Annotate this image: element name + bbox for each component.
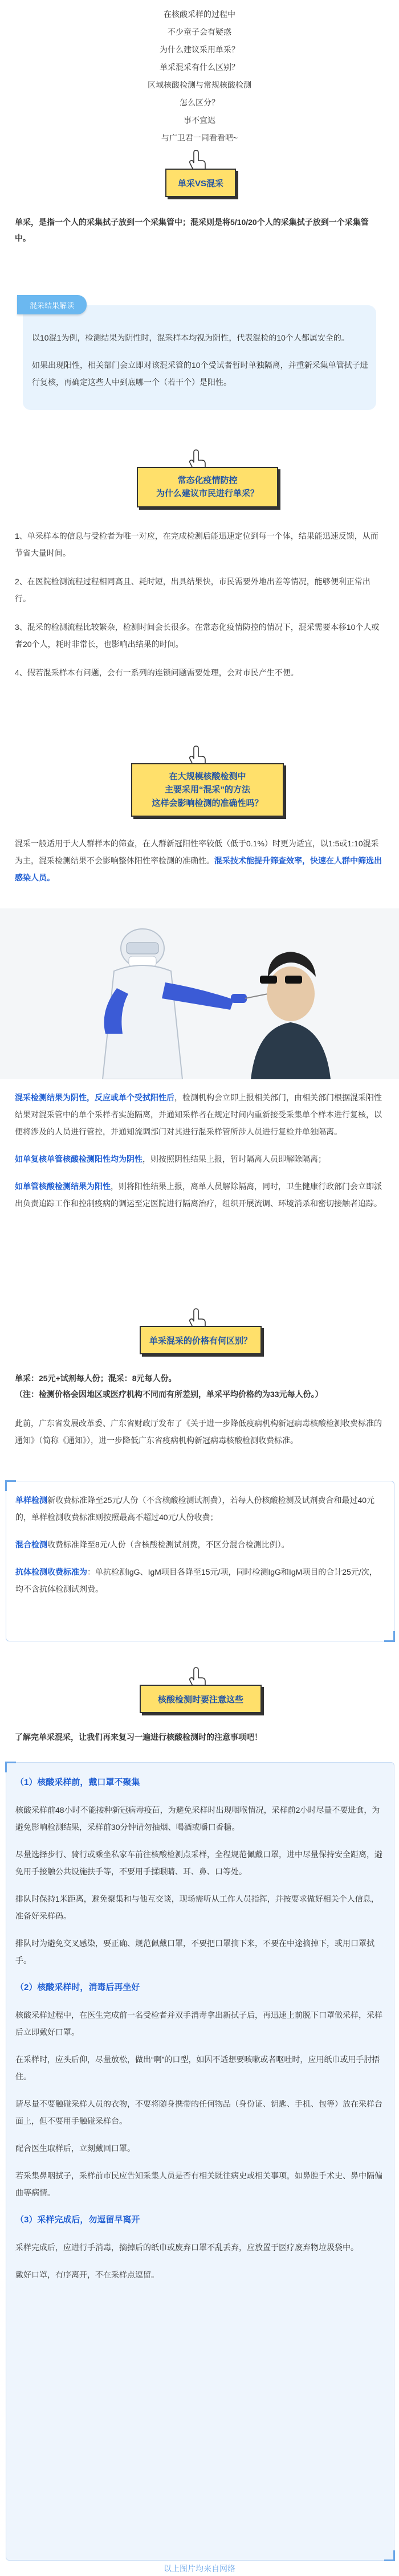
section-title-single-vs-mixed: 单采VS混采 <box>165 169 236 197</box>
intro-lines <box>0 0 399 147</box>
precaution-text: 戴好口罩，有序离开，不在采样点逗留。 <box>15 2270 159 2279</box>
section-title-why-single <box>137 467 278 507</box>
precaution-text: 尽量选择步行、骑行或乘坐私家车前往核酸检测点采样，全程规范佩戴口罩，进中尽量保持安全距离，避免用手接触公共设施扶手等，不要用手揉眼睛、耳、鼻、口等处。 <box>15 1850 382 1876</box>
precaution-heading-before: （1）核酸采样前，戴口罩不聚集 <box>15 1778 140 1787</box>
intro-line: 单采混采有什么区别？ <box>160 63 239 72</box>
section2-paragraph: 1、单采样本的信息与受检者为唯一对应，在完成检测后能迅速定位到每一个体，结果能迅速反馈，从而节省大量时间。 <box>15 531 378 558</box>
precautions-box <box>6 1762 394 2561</box>
antibody-test-label: 抗体检测收费标准为 <box>15 1567 87 1576</box>
price-detail-content <box>15 1492 385 1608</box>
section-title-precautions: 核酸检测时要注意这些 <box>140 1685 262 1713</box>
single-test-label: 单样检测 <box>15 1496 47 1505</box>
single-test-price <box>15 1492 385 1526</box>
mixed-test-label: 混合检测 <box>15 1540 47 1549</box>
corner-decoration <box>5 1762 16 1772</box>
antibody-test-price <box>15 1563 385 1598</box>
section2-paragraph: 3、混采的检测流程比较繁杂，检测时间会长很多。在常态化疫情防控的情况下，混采需要本移10个人或者20个人，耗时非常长，也影响出结果的时间。 <box>15 623 380 649</box>
price-summary <box>15 1370 384 1402</box>
section3-p4-normal: ，则将阳性结果上报，离单人员解除隔离，同时，卫生健康行政部门会立即派出负责追踪工作和控制疫病的调运至定医院进行隔离治疗，组织开展流调、环境消杀和密切接触者追踪。 <box>15 1182 382 1208</box>
intro-line: 为什么建议采用单采？ <box>160 45 239 54</box>
definition-text: 单采，是指一个人的采集拭子放到一个采集管中；混采则是将5/10/20个人的采集拭子放到一个采集管中。 <box>15 218 369 243</box>
section3-p3-highlight: 如单复核单管核酸检测阳性均为阴性 <box>15 1154 142 1164</box>
section3-p1-highlight: 混采技术能提升筛查效率，快速在人群中筛选出感染人员。 <box>15 856 382 882</box>
mixed-test-price <box>15 1536 385 1553</box>
price-line: 单采：25元+试剂每人份；混采：8元每人份。 <box>15 1374 177 1383</box>
section3-body <box>15 1089 384 1222</box>
expert-paragraph-2: 如果出现阳性，相关部门会立即对该混采管的10个受试者暂时单独隔离，并重新采集单管拭子进行复核，再确定这些人中到底哪一个（若干个）是阳性。 <box>32 361 368 387</box>
expert-content <box>32 329 368 401</box>
section3-p2-highlight: 混采检测结果为阴性，反应或单个受拭阳性后 <box>15 1093 174 1102</box>
section2-title-line1: 常态化疫情防控 <box>177 476 238 485</box>
section3-p4-highlight: 如单管核酸检测结果为阳性 <box>15 1182 111 1191</box>
section3-p4 <box>15 1178 384 1212</box>
section2-paragraph: 2、在医院检测流程过程相同高且、耗时短，出具结果快，市民需要外地出差等情况，能够便利正常出行。 <box>15 577 370 603</box>
intro-line: 怎么区分？ <box>180 98 219 107</box>
corner-decoration <box>384 1631 395 1642</box>
image-source-footer: 以上图片均来自网络 <box>164 2564 235 2573</box>
precaution-text: 排队时保持1米距离，避免聚集和与他互交谈，现场需听从工作人员指挥，并按要求做好相关个人信息，准备好采样码。 <box>15 1894 379 1920</box>
section-title-price: 单采混采的价格有何区别？ <box>140 1326 262 1354</box>
intro-line: 事不宜迟 <box>184 116 215 125</box>
corner-decoration <box>384 2550 395 2561</box>
price-note: （注：检测价格会因地区或医疗机构不同而有所差别，单采平均价格约为33元每人份。） <box>15 1390 323 1399</box>
precautions-content <box>15 1774 385 2294</box>
expert-label: 混采结果解读 <box>17 295 87 314</box>
policy-paragraph: 此前，广东省发展改革委、广东省财政厅发布了《关于进一步降低疫病机构新冠病毒核酸检测收费标准的通知》（简称《通知》），进一步降低广东省疫病机构新冠病毒核酸检测收费标准。 <box>15 1419 382 1445</box>
section3-intro <box>15 835 384 886</box>
precaution-heading-during: （2）核酸采样时，消毒后再坐好 <box>15 1983 140 1992</box>
section3-p1-normal: 混采一般适用于大人群样本的筛查，在人群新冠阳性率较低（低于0.1%）时更为适宜，以1:5或1:10混采为主，混采检测结果不会影响整体阳性率检测的准确性。 <box>15 839 379 865</box>
section3-p3-normal: ，则按照阴性结果上报，暂时隔离人员即解除隔离； <box>142 1154 326 1164</box>
section3-p2 <box>15 1089 384 1140</box>
section2-paragraphs <box>15 527 384 693</box>
intro-line: 不少童子会有疑惑 <box>168 27 231 36</box>
section3-title-line1: 在大规模核酸检测中 <box>169 772 246 781</box>
precautions-intro: 了解完单采混采，让我们再来复习一遍进行核酸检测时的注意事项吧！ <box>15 1733 262 1742</box>
corner-decoration <box>5 1480 16 1491</box>
section3-p2-normal: ，检测机构会立即上报相关部门，由相关部门根据混采阳性结果对混采管中的单个采样者实施隔离，并通知采样者在规定时间内重新接受采集单个样本进行复核，以便将涉及的人员进行管控，并通知流调部门对其进行混采样管所涉人员进行复检并单独隔离。 <box>15 1093 382 1136</box>
mixed-test-text: 收费标准降至8元/人份（含核酸检测试剂费，不区分混合检测比例）。 <box>47 1540 290 1549</box>
section3-p3 <box>15 1150 384 1168</box>
intro-line: 区域核酸检测与常规核酸检测 <box>148 80 251 89</box>
precaution-text: 排队时为避免交叉感染，要正确、规范佩戴口罩，不要把口罩摘下来，不要在中途摘掉下，或用口罩拭手。 <box>15 1939 374 1965</box>
section2-title-line2: 为什么建议市民进行单采？ <box>156 489 259 499</box>
single-test-text: 新收费标准降至25元/人份（不含核酸检测试剂费），若每人份核酸检测及试剂费合和最过40元的，单样检测收费标准则按照最高不超过40元/人份收费； <box>15 1496 375 1522</box>
price-detail-box <box>6 1481 394 1641</box>
section3-title-line2: 主要采用“混采”的方法 <box>164 785 250 795</box>
intro-line: 与广卫君一同看看吧~ <box>161 133 238 142</box>
section3-title-line3: 这样会影响检测的准确性吗？ <box>152 798 263 808</box>
precaution-text: 请尽量不要触碰采样人员的衣物，不要将随身携带的任何物品（身份证、钥匙、手机、包等）放在采样台面上，但不要用手触碰采样台。 <box>15 2099 382 2125</box>
expert-paragraph-1: 以10混1为例，检测结果为阴性时，混采样本均视为阴性，代表混检的10个人都属安全的。 <box>32 333 349 342</box>
antibody-test-text: ：单抗检测IgG、IgM项目各降至15元/项，同时检测IgG和IgM项目的合计25元/次，均不含抗体检测试剂费。 <box>15 1567 377 1594</box>
section-title-mixed-accuracy <box>131 763 284 817</box>
precaution-heading-after: （3）采样完成后，勿逗留早离开 <box>15 2215 140 2225</box>
intro-line: 在核酸采样的过程中 <box>164 10 235 19</box>
precaution-text: 核酸采样前48小时不能接种新冠病毒疫苗，为避免采样时出现咽喉情况，采样前2小时尽量不要进食，为避免影响检测结果，采样前30分钟请勿抽烟、喝酒或嚼口香糖。 <box>15 1805 380 1832</box>
precaution-text: 核酸采样过程中，在医生完成前一名受检者并双手消毒拿出新拭子后，再迅速上前脱下口罩做采样，采样后立即戴好口罩。 <box>15 2010 382 2037</box>
precaution-text: 配合医生取样后，立刻戴回口罩。 <box>15 2144 135 2153</box>
section2-paragraph: 4、假若混采样本有问题，会有一系列的连锁问题需要处理，会对市民产生不便。 <box>15 668 299 677</box>
precaution-text: 采样完成后，应进行手消毒，摘掉后的纸巾或废弃口罩不乱丢弃，应放置于医疗废弃物垃圾袋中。 <box>15 2243 359 2252</box>
swab-sampling-photo <box>0 908 399 1079</box>
precaution-text: 在采样时，应头后仰，尽量放松，做出“啊”的口型，如因不适想要咳嗽或者呕吐时，应用纸巾或用手肘捂住。 <box>15 2055 380 2081</box>
precaution-text: 若采集鼻咽拭子，采样前市民应告知采集人员是否有相关既往病史或相关事项，如鼻腔手术史、鼻中隔偏曲等病情。 <box>15 2171 382 2197</box>
